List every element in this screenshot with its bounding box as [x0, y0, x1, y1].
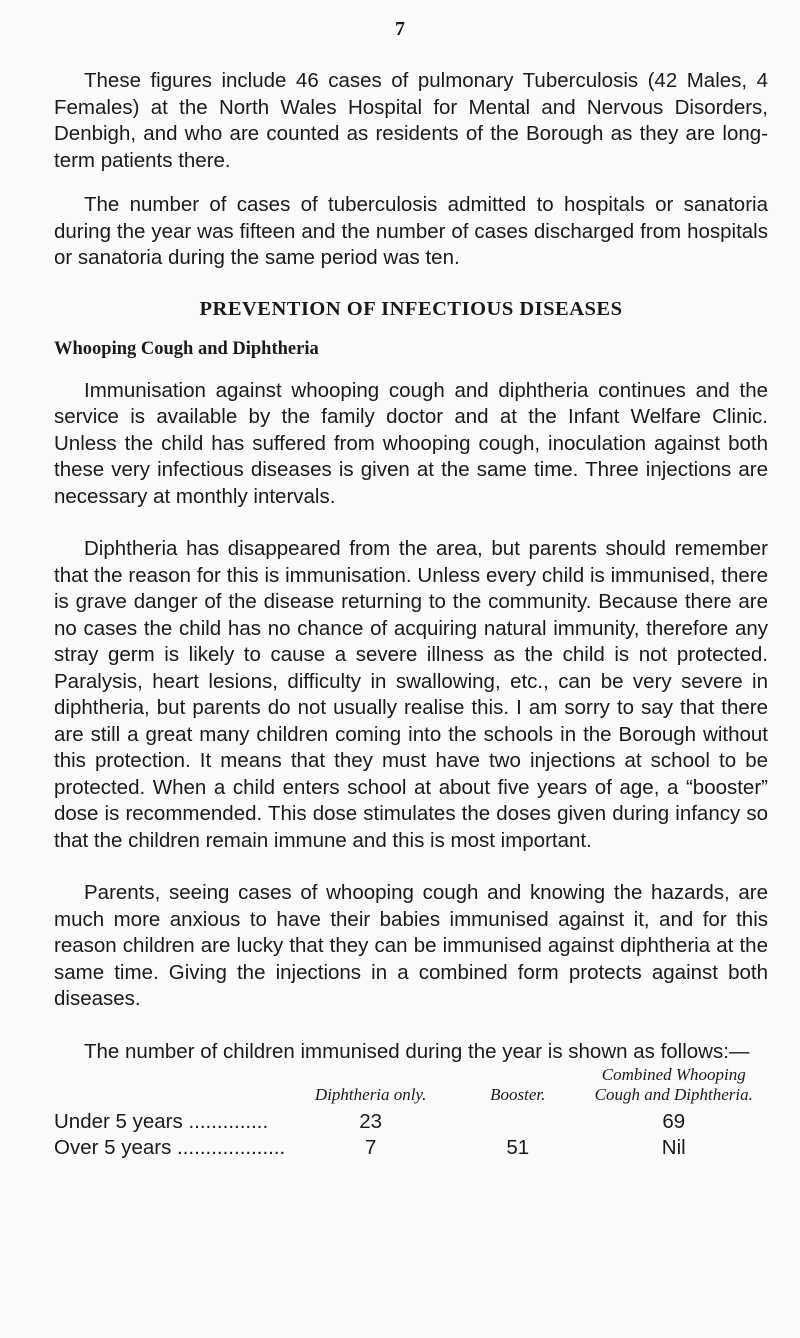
- cell-combined: 69: [662, 1110, 686, 1133]
- cell-combined: Nil: [661, 1136, 686, 1159]
- table-header-row: [54, 1065, 768, 1109]
- page-number: 7: [395, 18, 405, 40]
- document-body: [54, 68, 768, 1161]
- paragraph-whooping-cough: Parents, seeing cases of whooping cough and knowing the hazards, are much more anxious to have their babies immunised against it, and for this reason children are lucky that they can be immunised against diphtheria at the same time. Giving the injections in a combined form protects against both diseases.: [54, 881, 768, 1010]
- table-row: [54, 1109, 768, 1135]
- header-booster: Booster.: [490, 1085, 546, 1104]
- header-blank: [54, 1065, 285, 1109]
- subsection-heading: Whooping Cough and Diphtheria: [54, 338, 319, 359]
- cell-diphtheria-only: 23: [359, 1110, 383, 1133]
- cell-diphtheria-only: 7: [364, 1136, 377, 1159]
- header-diphtheria-only: Diphtheria only.: [314, 1085, 427, 1104]
- row-label: Under 5 years ..............: [54, 1110, 269, 1133]
- row-label: Over 5 years ...................: [54, 1136, 286, 1159]
- cell-booster: [456, 1109, 579, 1135]
- paragraph-hospital-admissions: The number of cases of tuberculosis admitted to hospitals or sanatoria during the year was fifteen and the number of cases discharged from hospitals or sanatoria during the same period was ten.: [54, 193, 768, 269]
- paragraph-table-intro: The number of children immunised during the year is shown as follows:—: [84, 1039, 750, 1063]
- paragraph-tuberculosis-cases: These figures include 46 cases of pulmonary Tuberculosis (42 Males, 4 Females) at the North Wales Hospital for Mental and Nervous Disorders, Denbigh, and who are counted as residents of the Borough as they are long-term patients there.: [54, 69, 768, 172]
- paragraph-immunisation-service: Immunisation against whooping cough and diphtheria continues and the service is available by the family doctor and at the Infant Welfare Clinic. Unless the child has suffered from whooping cough, inoculation against both these very infectious diseases is given at the same time. Three injections are necessary at monthly intervals.: [54, 378, 768, 508]
- header-combined: Combined Whooping Cough and Diphtheria.: [594, 1065, 753, 1104]
- paragraph-diphtheria: Diphtheria has disappeared from the area, but parents should remember that the reason for this is immunisation. Unless every child is immunised, there is grave danger of the disease returning to the community. Because there are no cases the child has no chance of acquiring natural immunity, therefore any stray germ is likely to cause a severe illness as the child is not protected. Paralysis, heart lesions, difficulty in swallowing, etc., can be very severe in diphtheria, but parents do not usually realise this. I am sorry to say that there are still a great many children coming into the schools in the Borough without this protection. It means that they must have two injections at school to be protected. When a child enters school at about five years of age, a “booster” dose is recommended. This dose stimulates the doses given during infancy so that the children remain immune and this is most important.: [54, 537, 768, 852]
- cell-booster: 51: [506, 1136, 530, 1159]
- section-heading: PREVENTION OF INFECTIOUS DISEASES: [199, 297, 623, 320]
- table-row: [54, 1135, 768, 1161]
- immunisation-table: [54, 1065, 768, 1161]
